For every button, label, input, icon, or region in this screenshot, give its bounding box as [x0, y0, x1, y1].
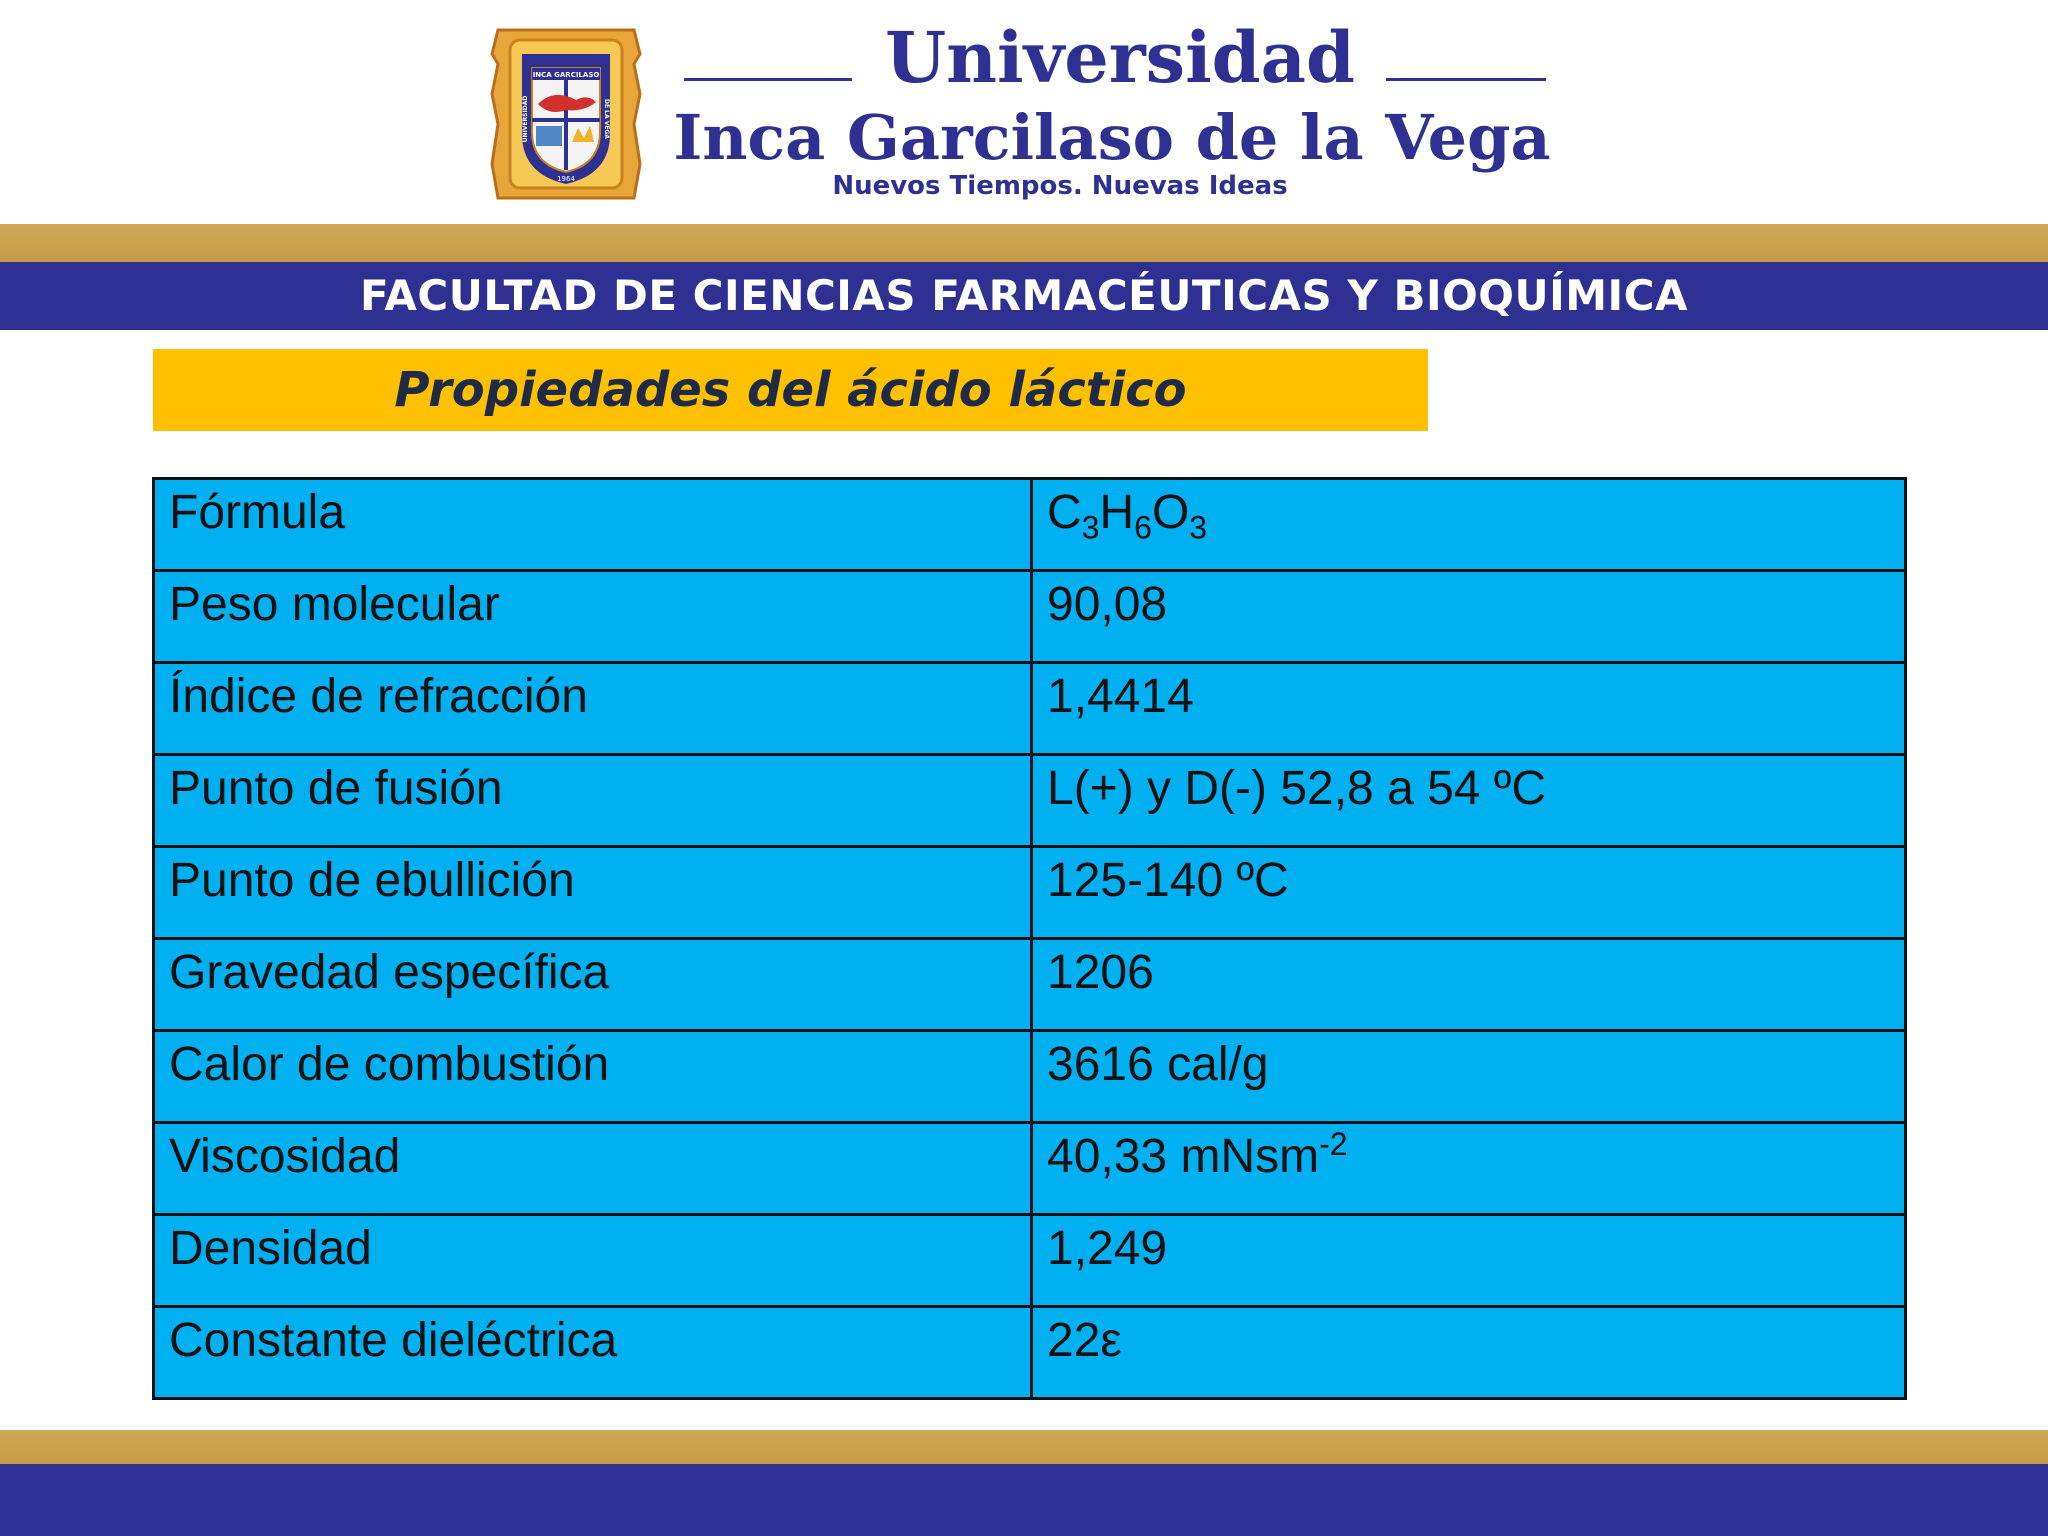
table-row — [154, 571, 1906, 663]
property-name: Densidad — [154, 1215, 1032, 1307]
property-name: Viscosidad — [154, 1123, 1032, 1215]
property-name: Peso molecular — [154, 571, 1032, 663]
slide-title-box — [153, 349, 1428, 431]
property-value: 1,249 — [1032, 1215, 1906, 1307]
formula-subscript: 3 — [1189, 509, 1208, 546]
formula-element: C — [1047, 486, 1082, 539]
property-name: Constante dieléctrica — [154, 1307, 1032, 1399]
wordmark-rule-right — [1386, 78, 1546, 81]
property-value: 125-140 ºC — [1032, 847, 1906, 939]
table-row — [154, 1031, 1906, 1123]
property-value — [1032, 479, 1906, 571]
table-row — [154, 939, 1906, 1031]
seal-text-right: DE LA VEGA — [603, 98, 610, 140]
properties-table — [152, 477, 1907, 1400]
formula-subscript: 6 — [1134, 509, 1152, 546]
property-value — [1032, 1123, 1906, 1215]
property-name: Punto de fusión — [154, 755, 1032, 847]
table-row — [154, 1123, 1906, 1215]
wordmark-rule-left — [684, 78, 852, 81]
table-row — [154, 479, 1906, 571]
table-row — [154, 847, 1906, 939]
slide-title: Propiedades del ácido láctico — [394, 362, 1187, 418]
formula-element: O — [1151, 486, 1190, 539]
formula-subscript: 3 — [1081, 509, 1100, 546]
seal-year: 1964 — [557, 175, 575, 183]
property-name: Gravedad específica — [154, 939, 1032, 1031]
property-name: Punto de ebullición — [154, 847, 1032, 939]
property-value: 3616 cal/g — [1032, 1031, 1906, 1123]
table-row — [154, 1307, 1906, 1399]
table-row — [154, 755, 1906, 847]
property-name: Fórmula — [154, 479, 1032, 571]
viscosity-exponent: -2 — [1319, 1126, 1348, 1162]
property-name: Calor de combustión — [154, 1031, 1032, 1123]
university-word: Universidad — [885, 16, 1355, 99]
table-row — [154, 663, 1906, 755]
university-name: Inca Garcilaso de la Vega — [673, 101, 1551, 174]
university-header — [0, 0, 2048, 224]
gold-band-top — [0, 224, 2048, 262]
table-row — [154, 1215, 1906, 1307]
property-value: 22ε — [1032, 1307, 1906, 1399]
seal-text-top: INCA GARCILASO — [532, 71, 600, 79]
faculty-name: FACULTAD DE CIENCIAS FARMACÉUTICAS Y BIOQUÍMICA — [360, 271, 1688, 320]
university-motto: Nuevos Tiempos. Nuevas Ideas — [832, 171, 1288, 201]
property-name: Índice de refracción — [154, 663, 1032, 755]
property-value: 1,4414 — [1032, 663, 1906, 755]
university-wordmark — [680, 18, 1550, 98]
property-value: L(+) y D(-) 52,8 a 54 ºC — [1032, 755, 1906, 847]
property-value: 1206 — [1032, 939, 1906, 1031]
formula-element: H — [1099, 486, 1135, 539]
gold-band-bottom — [0, 1430, 2048, 1464]
footer-band — [0, 1464, 2048, 1536]
viscosity-value: 40,33 mNsm — [1047, 1130, 1320, 1183]
university-seal-icon — [488, 24, 644, 204]
property-value: 90,08 — [1032, 571, 1906, 663]
seal-text-left: UNIVERSIDAD — [522, 95, 529, 143]
